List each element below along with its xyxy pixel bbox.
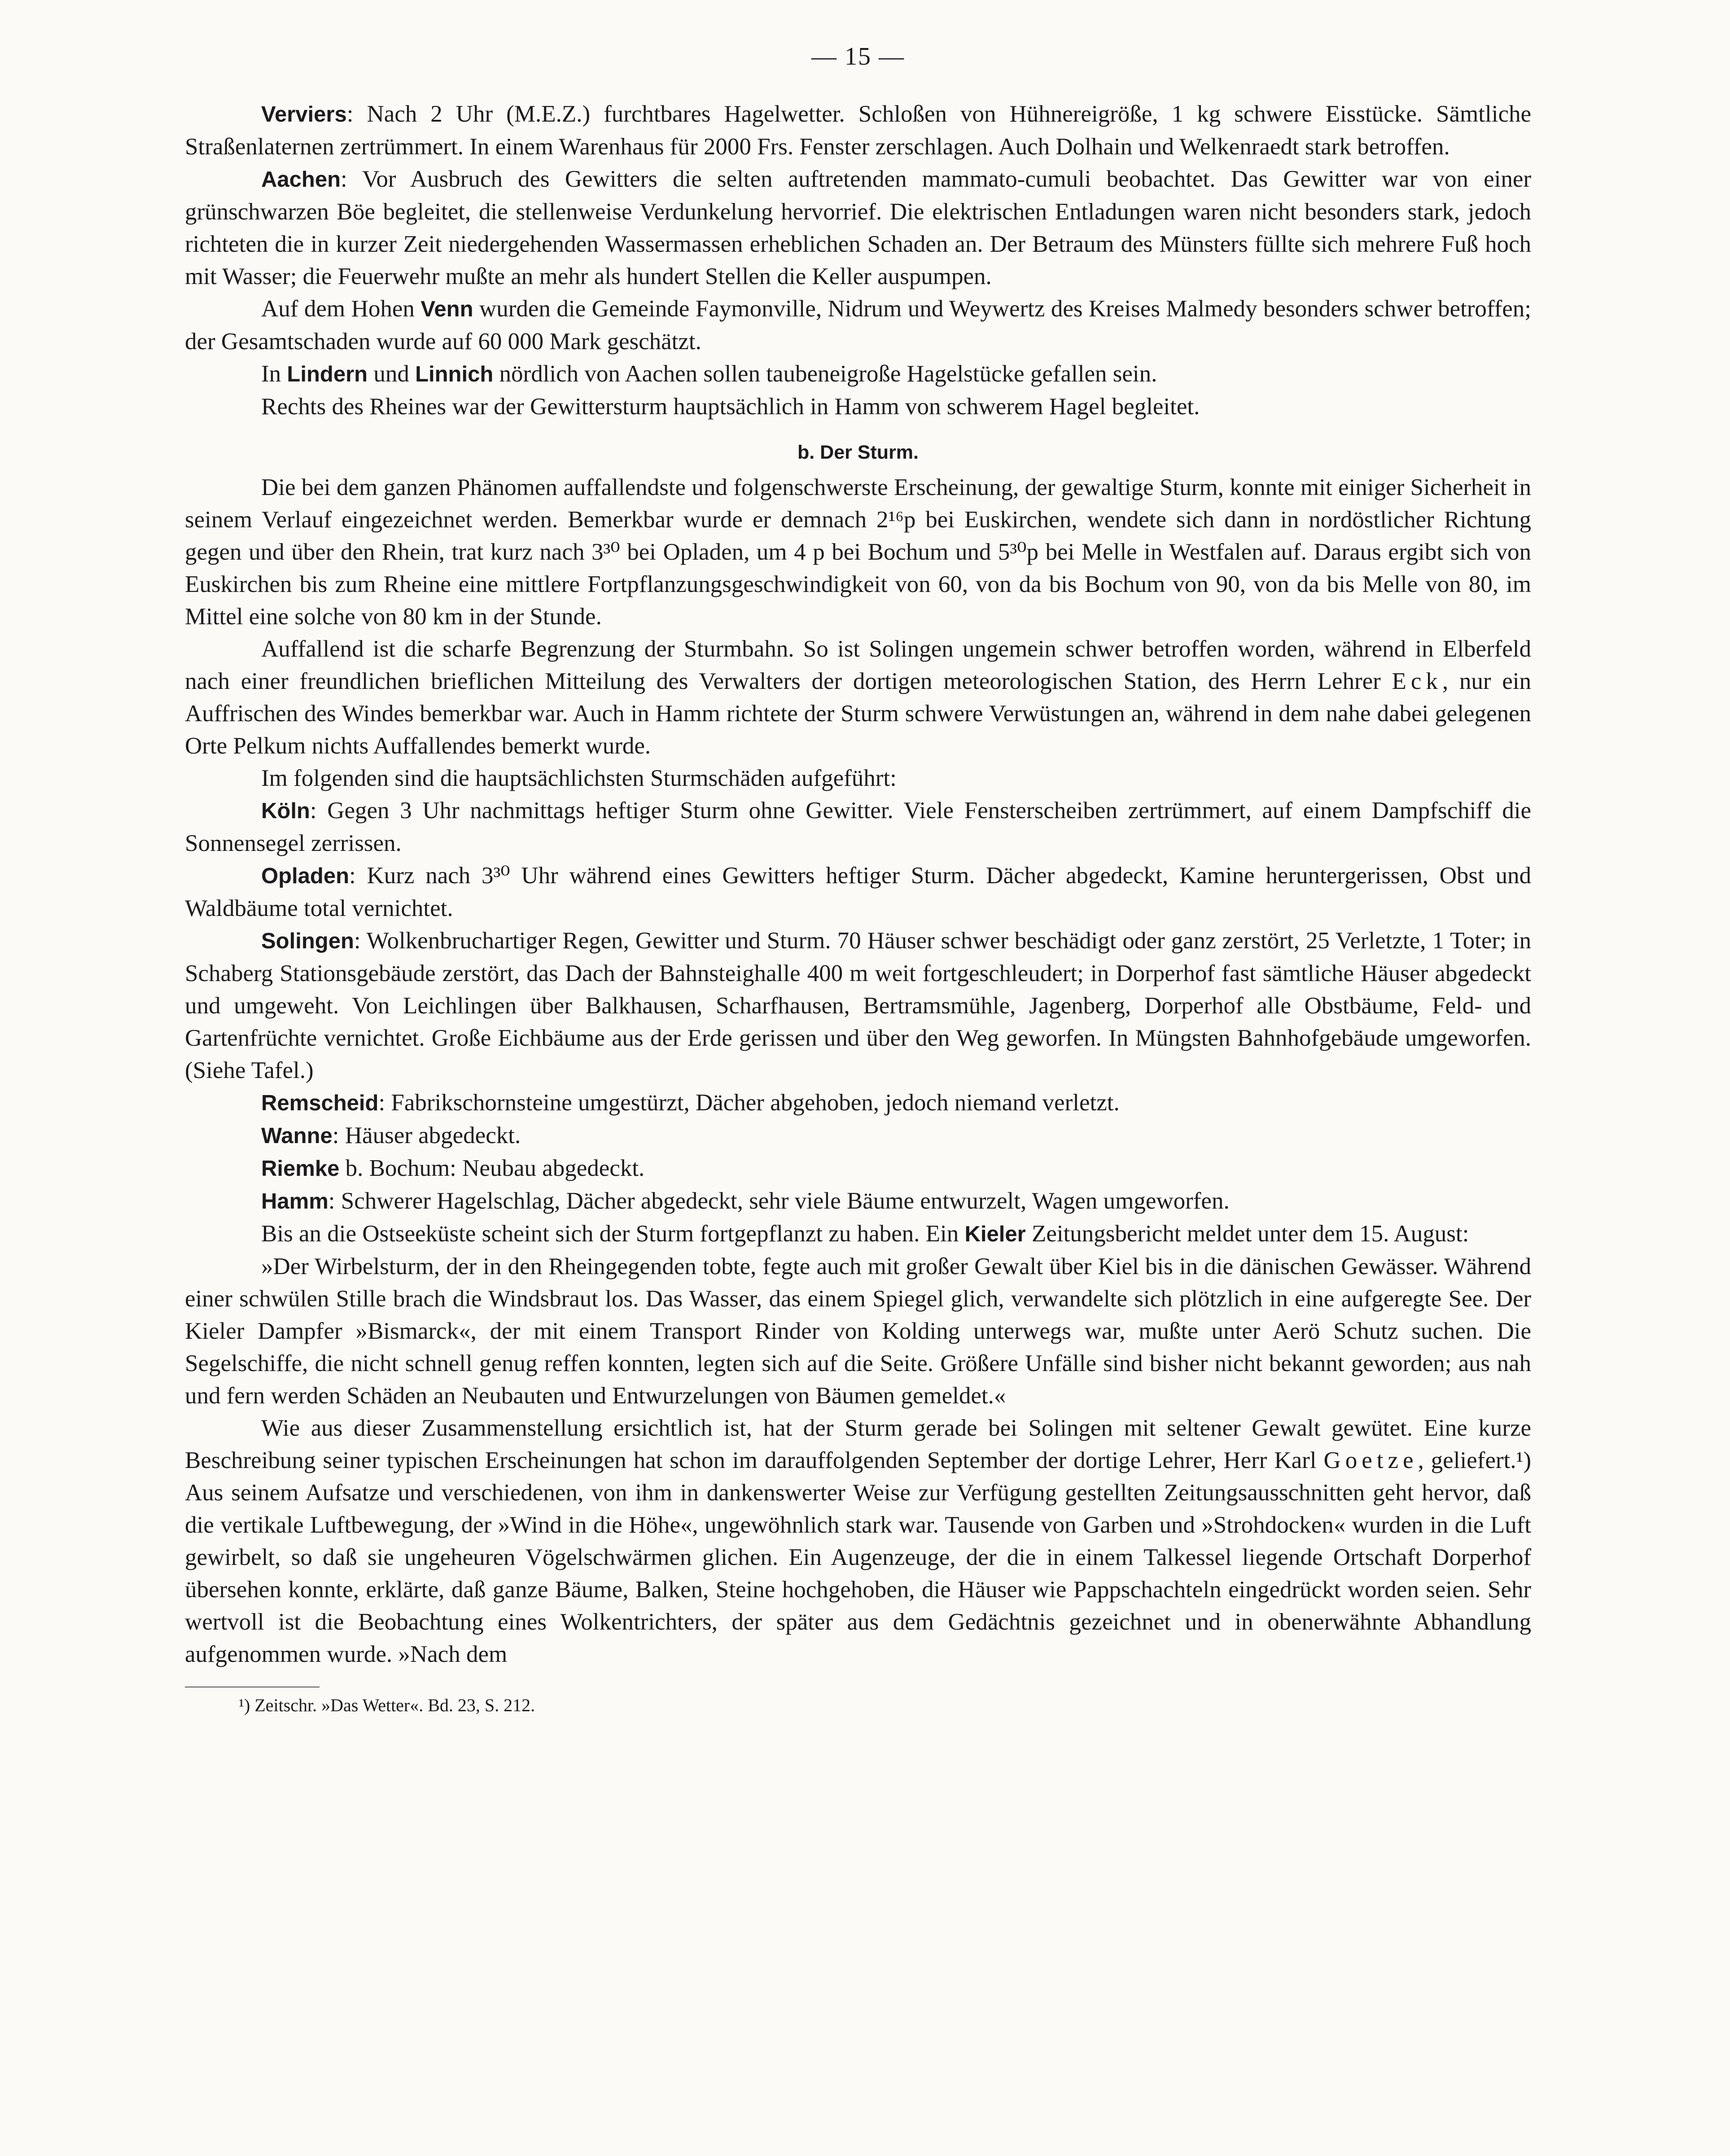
paragraph-venn xyxy=(185,293,1531,358)
paragraph-final xyxy=(185,1412,1531,1670)
paragraph-text: : Vor Ausbruch des Gewitters die selten auftretenden mammato-cumuli beobachtet. Das Gewitter war von einer grünschwarzen Böe begleitet, die stellenweise Verdunkelung hervorrief. Die elektrischen Entladungen waren nicht besonders stark, jedoch richteten die in kurzer Zeit niedergehenden Wassermassen erheblichen Schaden an. Der Betraum des Münsters füllte sich mehrere Fuß hoch mit Wasser; die Feuerwehr mußte an mehr als hundert Stellen die Keller auspumpen. xyxy=(185,166,1531,289)
place-keyword: Opladen xyxy=(261,864,350,888)
place-keyword: Riemke xyxy=(261,1157,340,1181)
damage-wanne xyxy=(185,1119,1531,1152)
paragraph-text: : Fabrikschornsteine umgestürzt, Dächer abgehoben, jedoch niemand verletzt. xyxy=(378,1090,1120,1116)
paragraph-text: Bis an die Ostseeküste scheint sich der Sturm fortgepflanzt zu haben. Ein xyxy=(261,1221,965,1247)
paragraph-text: In xyxy=(261,361,287,387)
newspaper-quote: »Der Wirbelsturm, der in den Rheingegenden tobte, fegte auch mit großer Gewalt über Kiel bis in die dänischen Gewässer. Während einer schwülen Stille brach die Windsbraut los. Das Wasser, das einem Spiegel glich, verwandelte sich plötzlich in eine aufgeregte See. Der Kieler Dampfer »Bismarck«, der mit einem Transport Rinder von Kolding unterwegs war, mußte unter Aerö Schutz suchen. Die Segelschiffe, die nicht schnell genug reffen konnten, legten sich auf die Seite. Größere Unfälle sind bisher nicht bekannt geworden; aus nah und fern werden Schäden an Neubauten und Entwurzelungen von Bäumen gemeldet.« xyxy=(185,1253,1531,1409)
paragraph-sturm-3: Im folgenden sind die hauptsächlichsten Sturmschäden aufgeführt: xyxy=(261,765,897,791)
place-keyword: Verviers xyxy=(261,102,347,127)
paragraph-kiel xyxy=(185,1218,1531,1250)
paragraph-text: : Schwerer Hagelschlag, Dächer abgedeckt, sehr viele Bäume entwurzelt, Wagen umgeworfen. xyxy=(328,1188,1230,1214)
place-keyword: Kieler xyxy=(964,1222,1026,1246)
paragraph-text: : Wolkenbruchartiger Regen, Gewitter und Sturm. 70 Häuser schwer beschädigt oder ganz zerstört, 25 Verletzte, 1 Toter; in Schaberg Stationsgebäude zerstört, das Dach der Bahnsteighalle 400 m weit fortgeschleudert; in Dorperhof fast sämtliche Häuser abgedeckt und umgeweht. Von Leichlingen über Balkhausen, Scharfhausen, Bertramsmühle, Jagenberg, Dorperhof alle Obstbäume, Feld- und Gartenfrüchte vernichtet. Große Eichbäume aus der Erde gerissen und über den Weg geworfen. In Müngsten Bahnhofgebäude umgeworfen. (Siehe Tafel.) xyxy=(185,928,1531,1083)
place-keyword: Wanne xyxy=(261,1124,333,1148)
damage-hamm xyxy=(185,1185,1531,1218)
paragraph-sturm-1: Die bei dem ganzen Phänomen auffallendste und folgenschwerste Erscheinung, der gewaltige Sturm, konnte mit einiger Sicherheit in seinem Verlauf eingezeichnet werden. Bemerkbar wurde er demnach 2¹⁶p bei Euskirchen, wendete sich dann in nordöstlicher Richtung gegen und über den Rhein, trat kurz nach 3³⁰ bei Opladen, um 4 p bei Bochum und 5³⁰p bei Melle in Westfalen auf. Daraus ergibt sich von Euskirchen bis zum Rheine eine mittlere Fortpflanzungsgeschwindigkeit von 60, von da bis Bochum von 90, von da bis Melle von 80, im Mittel eine solche von 80 km in der Stunde. xyxy=(185,474,1531,630)
person-name: Eck xyxy=(1392,668,1442,694)
place-keyword: Linnich xyxy=(415,362,494,386)
damage-koeln xyxy=(185,794,1531,859)
damage-opladen xyxy=(185,859,1531,925)
paragraph-sturm-2 xyxy=(185,633,1531,762)
paragraph-text: : Nach 2 Uhr (M.E.Z.) furchtbares Hagelwetter. Schloßen von Hühnereigröße, 1 kg schwere Eisstücke. Sämtliche Straßenlaternen zertrümmert. In einem Warenhaus für 2000 Frs. Fenster zerschlagen. Auch Dolhain und Welkenraedt stark betroffen. xyxy=(185,101,1531,160)
page-number: — 15 — xyxy=(811,43,905,70)
place-keyword: Lindern xyxy=(287,362,368,386)
place-keyword: Venn xyxy=(420,297,473,321)
damage-remscheid xyxy=(185,1087,1531,1119)
paragraph-rechts: Rechts des Rheines war der Gewittersturm hauptsächlich in Hamm von schwerem Hagel begleitet. xyxy=(261,394,1200,420)
place-keyword: Hamm xyxy=(261,1189,328,1214)
place-keyword: Köln xyxy=(261,799,310,823)
paragraph-text: , nur ein Auffrischen des Windes bemerkbar war. Auch in Hamm richtete der Sturm schwere Verwüstungen an, während in dem nahe dabei gelegenen Orte Pelkum nichts Auffallendes bemerkt wurde. xyxy=(185,668,1531,759)
paragraph-text: wurden die Gemeinde Faymonville, Nidrum und Weywertz des Kreises Malmedy besonders schwer betroffen; der Gesamtschaden wurde auf 60 000 Mark geschätzt. xyxy=(185,296,1531,355)
person-name: Goetze xyxy=(1323,1447,1418,1473)
damage-riemke xyxy=(185,1152,1531,1185)
paragraph-text: : Gegen 3 Uhr nachmittags heftiger Sturm ohne Gewitter. Viele Fensterscheiben zertrümmert, auf einem Dampfschiff die Sonnensegel zerrissen. xyxy=(185,798,1531,856)
paragraph-text: b. Bochum: Neubau abgedeckt. xyxy=(339,1155,645,1181)
paragraph-text: und xyxy=(368,361,416,387)
place-keyword: Solingen xyxy=(261,929,354,953)
damage-solingen xyxy=(185,925,1531,1087)
paragraph-text: Auf dem Hohen xyxy=(261,296,421,322)
footnote: ¹) Zeitschr. »Das Wetter«. Bd. 23, S. 212. xyxy=(239,1695,535,1715)
paragraph-text: Zeitungsbericht meldet unter dem 15. August: xyxy=(1025,1221,1469,1247)
paragraph-verviers xyxy=(185,98,1531,163)
paragraph-text: Auffallend ist die scharfe Begrenzung der Sturmbahn. So ist Solingen ungemein schwer betroffen worden, während in Elberfeld nach einer freundlichen brieflichen Mitteilung des Verwalters der dortigen meteorologischen Station, des Herrn Lehrer xyxy=(185,636,1531,694)
paragraph-text: : Häuser abgedeckt. xyxy=(332,1122,521,1148)
document-page xyxy=(185,40,1531,1718)
paragraph-text: nördlich von Aachen sollen taubeneigroße Hagelstücke gefallen sein. xyxy=(493,361,1157,387)
paragraph-lindern xyxy=(185,358,1531,390)
place-keyword: Remscheid xyxy=(261,1091,379,1115)
section-heading: b. Der Sturm. xyxy=(797,442,919,463)
paragraph-aachen xyxy=(185,163,1531,293)
paragraph-text: , geliefert.¹) Aus seinem Aufsatze und verschiedenen, von ihm in dankenswerter Weise zur Verfügung gestellten Zeitungsausschnitten geht hervor, daß die vertikale Luftbewegung, der »Wind in die Höhe«, ungewöhnlich stark war. Tausende von Garben und »Strohdocken« wurden in die Luft gewirbelt, so daß sie ungeheuren Vögelschwärmen glichen. Ein Augenzeuge, der die in einem Talkessel liegende Ortschaft Dorperhof übersehen konnte, erklärte, daß ganze Bäume, Balken, Steine hochgehoben, die Häuser wie Pappschachteln eingedrückt worden seien. Sehr wertvoll ist die Beobachtung eines Wolkentrichters, der später aus dem Gedächtnis gezeichnet und in obenerwähnte Abhandlung aufgenommen wurde. »Nach dem xyxy=(185,1447,1532,1667)
paragraph-text: Wie aus dieser Zusammenstellung ersichtlich ist, hat der Sturm gerade bei Solingen mit seltener Gewalt gewütet. Eine kurze Beschreibung seiner typischen Erscheinungen hat schon im darauffolgenden September der dortige Lehrer, Herr Karl xyxy=(185,1415,1531,1473)
place-keyword: Aachen xyxy=(261,167,341,192)
paragraph-text: : Kurz nach 3³⁰ Uhr während eines Gewitters heftiger Sturm. Dächer abgedeckt, Kamine heruntergerissen, Obst und Waldbäume total vernichtet. xyxy=(185,863,1531,921)
